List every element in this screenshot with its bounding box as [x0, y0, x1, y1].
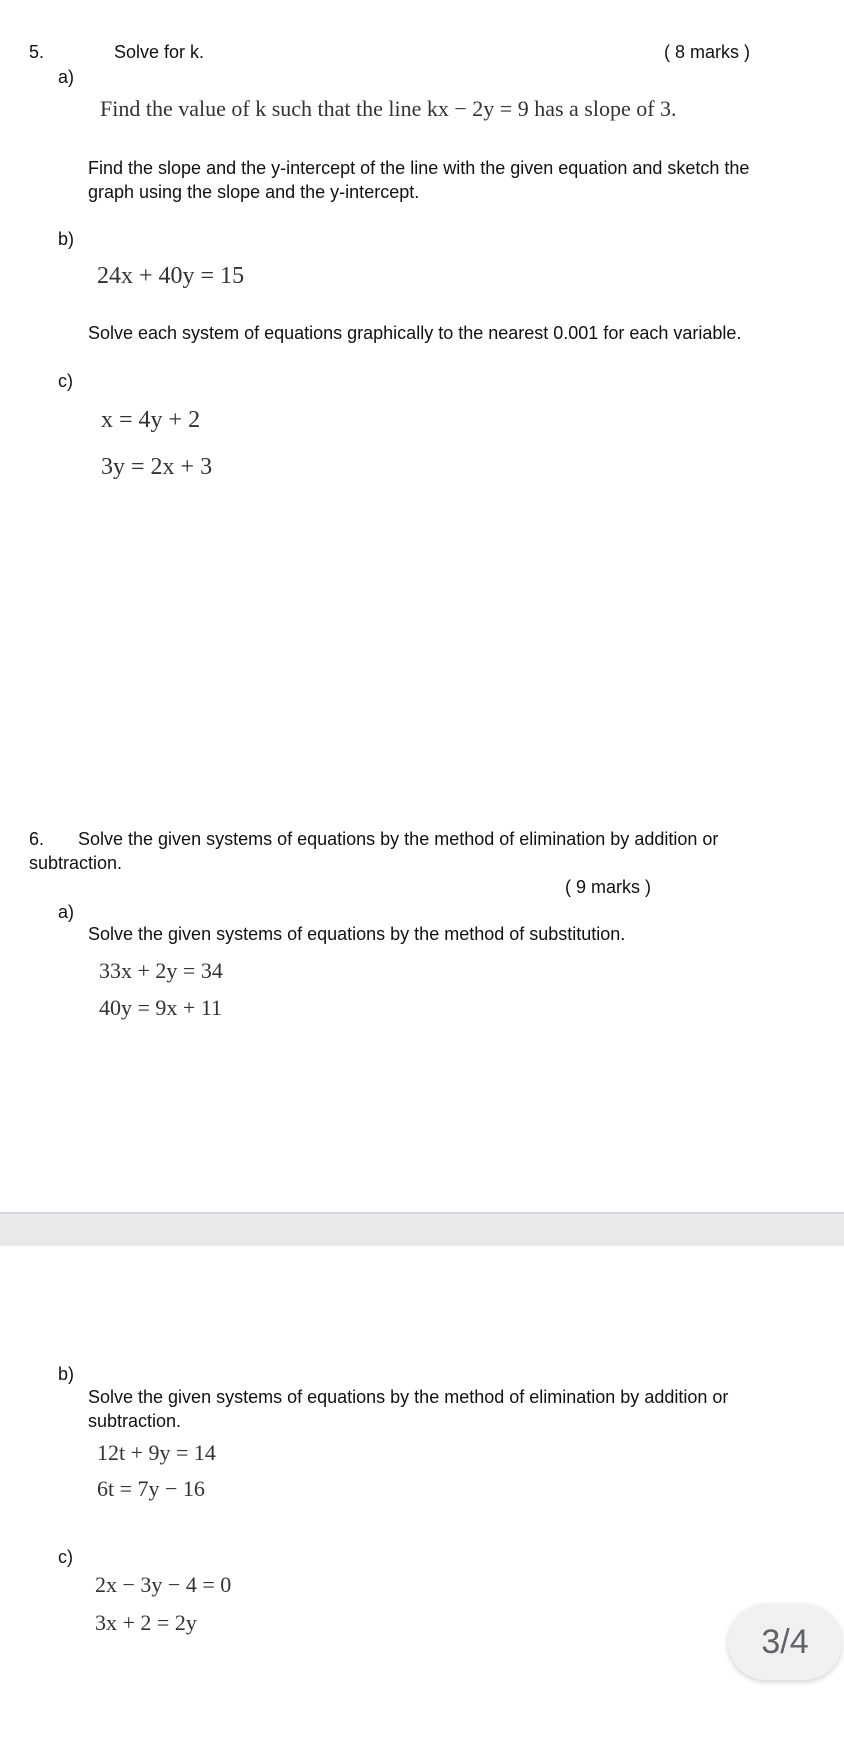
q5c-label: c): [58, 371, 73, 391]
q5-marks: ( 8 marks ): [664, 42, 751, 62]
q6-title-cont: subtraction.: [29, 853, 123, 873]
q6a-eq1: 33x + 2y = 34: [99, 958, 223, 983]
q6c-eq2: 3x + 2 = 2y: [95, 1610, 197, 1635]
q5c-eq2: 3y = 2x + 3: [101, 454, 213, 480]
q5-number: 5.: [29, 42, 45, 62]
q5-title: Solve for k.: [114, 42, 205, 62]
q5b-label: b): [58, 229, 75, 249]
q6b-label: b): [58, 1364, 75, 1384]
q6-title: Solve the given systems of equations by the method of elimination by addition or: [78, 829, 719, 849]
q6-number: 6.: [29, 829, 45, 849]
q5a-label: a): [58, 67, 75, 87]
q6a-label: a): [58, 902, 75, 922]
page-indicator: 3/4: [728, 1604, 842, 1680]
q5a-text: Find the value of k such that the line kx − 2y = 9 has a slope of 3.: [100, 96, 677, 121]
q6c-eq1: 2x − 3y − 4 = 0: [95, 1572, 232, 1597]
q6a-text: Solve the given systems of equations by the method of substitution.: [88, 924, 626, 944]
q6b-eq1: 12t + 9y = 14: [97, 1440, 216, 1465]
q6c-label: c): [58, 1547, 73, 1567]
q6-marks: ( 9 marks ): [565, 877, 652, 897]
q5b-equation: 24x + 40y = 15: [97, 263, 245, 289]
q6b-text: Solve the given systems of equations by the method of elimination by addition or subtraction.: [88, 1387, 729, 1431]
q6b-eq2: 6t = 7y − 16: [97, 1476, 205, 1501]
q5c-intro: Solve each system of equations graphically to the nearest 0.001 for each variable.: [88, 323, 742, 343]
q5c-eq1: x = 4y + 2: [101, 407, 201, 433]
page-break: [0, 1212, 844, 1246]
q5b-intro: Find the slope and the y-intercept of the line with the given equation and sketch the graph using the slope and the y-intercept.: [88, 158, 750, 202]
q6a-eq2: 40y = 9x + 11: [99, 995, 222, 1020]
